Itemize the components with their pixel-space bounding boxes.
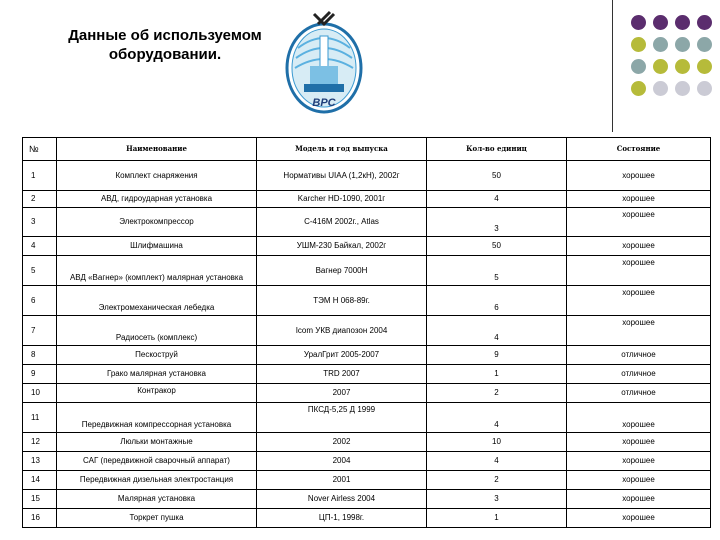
row-model: Nover Airless 2004 bbox=[257, 490, 427, 509]
row-name: Люльки монтажные bbox=[57, 433, 257, 452]
row-number: 14 bbox=[23, 471, 57, 490]
company-logo bbox=[284, 8, 364, 120]
row-model: Нормативы UIAA (1,2кН), 2002г bbox=[257, 161, 427, 191]
row-qty: 5 bbox=[427, 256, 567, 286]
row-qty: 4 bbox=[427, 316, 567, 346]
table-row bbox=[23, 286, 711, 316]
row-state: хорошее bbox=[567, 237, 711, 256]
row-model: УШМ-230 Байкал, 2002г bbox=[257, 237, 427, 256]
row-qty: 1 bbox=[427, 365, 567, 384]
decorative-dot bbox=[631, 15, 646, 30]
row-qty: 50 bbox=[427, 161, 567, 191]
row-state: хорошее bbox=[567, 286, 711, 316]
decorative-dot bbox=[697, 15, 712, 30]
decorative-dot-grid bbox=[626, 10, 716, 120]
row-qty: 2 bbox=[427, 384, 567, 403]
decorative-dot bbox=[697, 81, 712, 96]
row-model: 2001 bbox=[257, 471, 427, 490]
row-number: 3 bbox=[23, 208, 57, 237]
row-number: 13 bbox=[23, 452, 57, 471]
header-qty: Кол-во единиц bbox=[427, 138, 567, 161]
row-model: 2002 bbox=[257, 433, 427, 452]
table-header-row bbox=[23, 138, 711, 161]
row-model: ЦП-1, 1998г. bbox=[257, 509, 427, 528]
row-model: ТЭМ Н 068-89г. bbox=[257, 286, 427, 316]
row-number: 15 bbox=[23, 490, 57, 509]
row-number: 4 bbox=[23, 237, 57, 256]
row-name: Радиосеть (комплекс) bbox=[57, 316, 257, 346]
table-row bbox=[23, 365, 711, 384]
table-row bbox=[23, 208, 711, 237]
row-state: хорошее bbox=[567, 452, 711, 471]
decorative-dot bbox=[675, 59, 690, 74]
row-qty: 1 bbox=[427, 509, 567, 528]
table-row bbox=[23, 509, 711, 528]
row-model: 2004 bbox=[257, 452, 427, 471]
table-row bbox=[23, 403, 711, 433]
row-qty: 3 bbox=[427, 208, 567, 237]
decorative-dot bbox=[675, 81, 690, 96]
table-row bbox=[23, 191, 711, 208]
row-state: отличное bbox=[567, 365, 711, 384]
row-number: 9 bbox=[23, 365, 57, 384]
row-model: Karcher HD-1090, 2001г bbox=[257, 191, 427, 208]
decorative-dot bbox=[631, 37, 646, 52]
row-name: Торкрет пушка bbox=[57, 509, 257, 528]
row-number: 10 bbox=[23, 384, 57, 403]
page-title: Данные об используемом оборудовании. bbox=[68, 27, 262, 63]
row-model: Вагнер 7000Н bbox=[257, 256, 427, 286]
row-state: хорошее bbox=[567, 490, 711, 509]
decorative-dot bbox=[675, 15, 690, 30]
header-model: Модель и год выпуска bbox=[257, 138, 427, 161]
row-state: хорошее bbox=[567, 433, 711, 452]
decorative-dot bbox=[653, 59, 668, 74]
row-name: Шлифмашина bbox=[57, 237, 257, 256]
row-name: Электрокомпрессор bbox=[57, 208, 257, 237]
row-name: Электромеханическая лебедка bbox=[57, 286, 257, 316]
row-model: Icom УКВ диапозон 2004 bbox=[257, 316, 427, 346]
row-model: TRD 2007 bbox=[257, 365, 427, 384]
table-row bbox=[23, 161, 711, 191]
row-state: хорошее bbox=[567, 509, 711, 528]
row-name: САГ (передвижной сварочный аппарат) bbox=[57, 452, 257, 471]
divider-line bbox=[612, 0, 613, 132]
decorative-dot bbox=[653, 81, 668, 96]
row-number: 12 bbox=[23, 433, 57, 452]
row-name: Грако малярная установка bbox=[57, 365, 257, 384]
table-row bbox=[23, 346, 711, 365]
row-qty: 10 bbox=[427, 433, 567, 452]
decorative-dot bbox=[631, 81, 646, 96]
table-row bbox=[23, 471, 711, 490]
decorative-dot bbox=[697, 37, 712, 52]
row-qty: 3 bbox=[427, 490, 567, 509]
row-state: хорошее bbox=[567, 403, 711, 433]
header-state: Состояние bbox=[567, 138, 711, 161]
row-state: хорошее bbox=[567, 256, 711, 286]
row-state: отличное bbox=[567, 384, 711, 403]
table-row bbox=[23, 256, 711, 286]
decorative-dot bbox=[631, 59, 646, 74]
row-qty: 2 bbox=[427, 471, 567, 490]
row-state: хорошее bbox=[567, 208, 711, 237]
row-qty: 4 bbox=[427, 452, 567, 471]
row-name: Контракор bbox=[57, 384, 257, 403]
row-qty: 4 bbox=[427, 403, 567, 433]
row-name: АВД, гидроударная установка bbox=[57, 191, 257, 208]
logo-text: ВРС bbox=[312, 97, 336, 109]
row-number: 6 bbox=[23, 286, 57, 316]
decorative-dot bbox=[653, 15, 668, 30]
row-qty: 9 bbox=[427, 346, 567, 365]
row-name: Комплект снаряжения bbox=[57, 161, 257, 191]
row-name: Передвижная дизельная электростанция bbox=[57, 471, 257, 490]
decorative-dot bbox=[697, 59, 712, 74]
row-state: хорошее bbox=[567, 161, 711, 191]
row-state: хорошее bbox=[567, 316, 711, 346]
row-state: отличное bbox=[567, 346, 711, 365]
table-row bbox=[23, 384, 711, 403]
header-name: Наименование bbox=[57, 138, 257, 161]
decorative-dot bbox=[653, 37, 668, 52]
row-number: 2 bbox=[23, 191, 57, 208]
row-number: 5 bbox=[23, 256, 57, 286]
row-state: хорошее bbox=[567, 471, 711, 490]
table-row bbox=[23, 490, 711, 509]
row-qty: 4 bbox=[427, 191, 567, 208]
row-qty: 50 bbox=[427, 237, 567, 256]
row-name: Пескоструй bbox=[57, 346, 257, 365]
row-model: 2007 bbox=[257, 384, 427, 403]
row-name: Передвижная компрессорная установка bbox=[57, 403, 257, 433]
row-qty: 6 bbox=[427, 286, 567, 316]
header-num: № bbox=[23, 138, 57, 161]
row-name: АВД «Вагнер» (комплект) малярная установка bbox=[57, 256, 257, 286]
table-row bbox=[23, 433, 711, 452]
row-model: С-416М 2002г., Atlas bbox=[257, 208, 427, 237]
table-row bbox=[23, 237, 711, 256]
row-number: 1 bbox=[23, 161, 57, 191]
decorative-dot bbox=[675, 37, 690, 52]
row-number: 11 bbox=[23, 403, 57, 433]
table-row bbox=[23, 316, 711, 346]
row-name: Малярная установка bbox=[57, 490, 257, 509]
row-number: 7 bbox=[23, 316, 57, 346]
row-state: хорошее bbox=[567, 191, 711, 208]
row-model: ПКСД-5,25 Д 1999 bbox=[257, 403, 427, 433]
table-row bbox=[23, 452, 711, 471]
equipment-table bbox=[22, 137, 711, 528]
row-number: 16 bbox=[23, 509, 57, 528]
row-number: 8 bbox=[23, 346, 57, 365]
row-model: УралГрит 2005-2007 bbox=[257, 346, 427, 365]
